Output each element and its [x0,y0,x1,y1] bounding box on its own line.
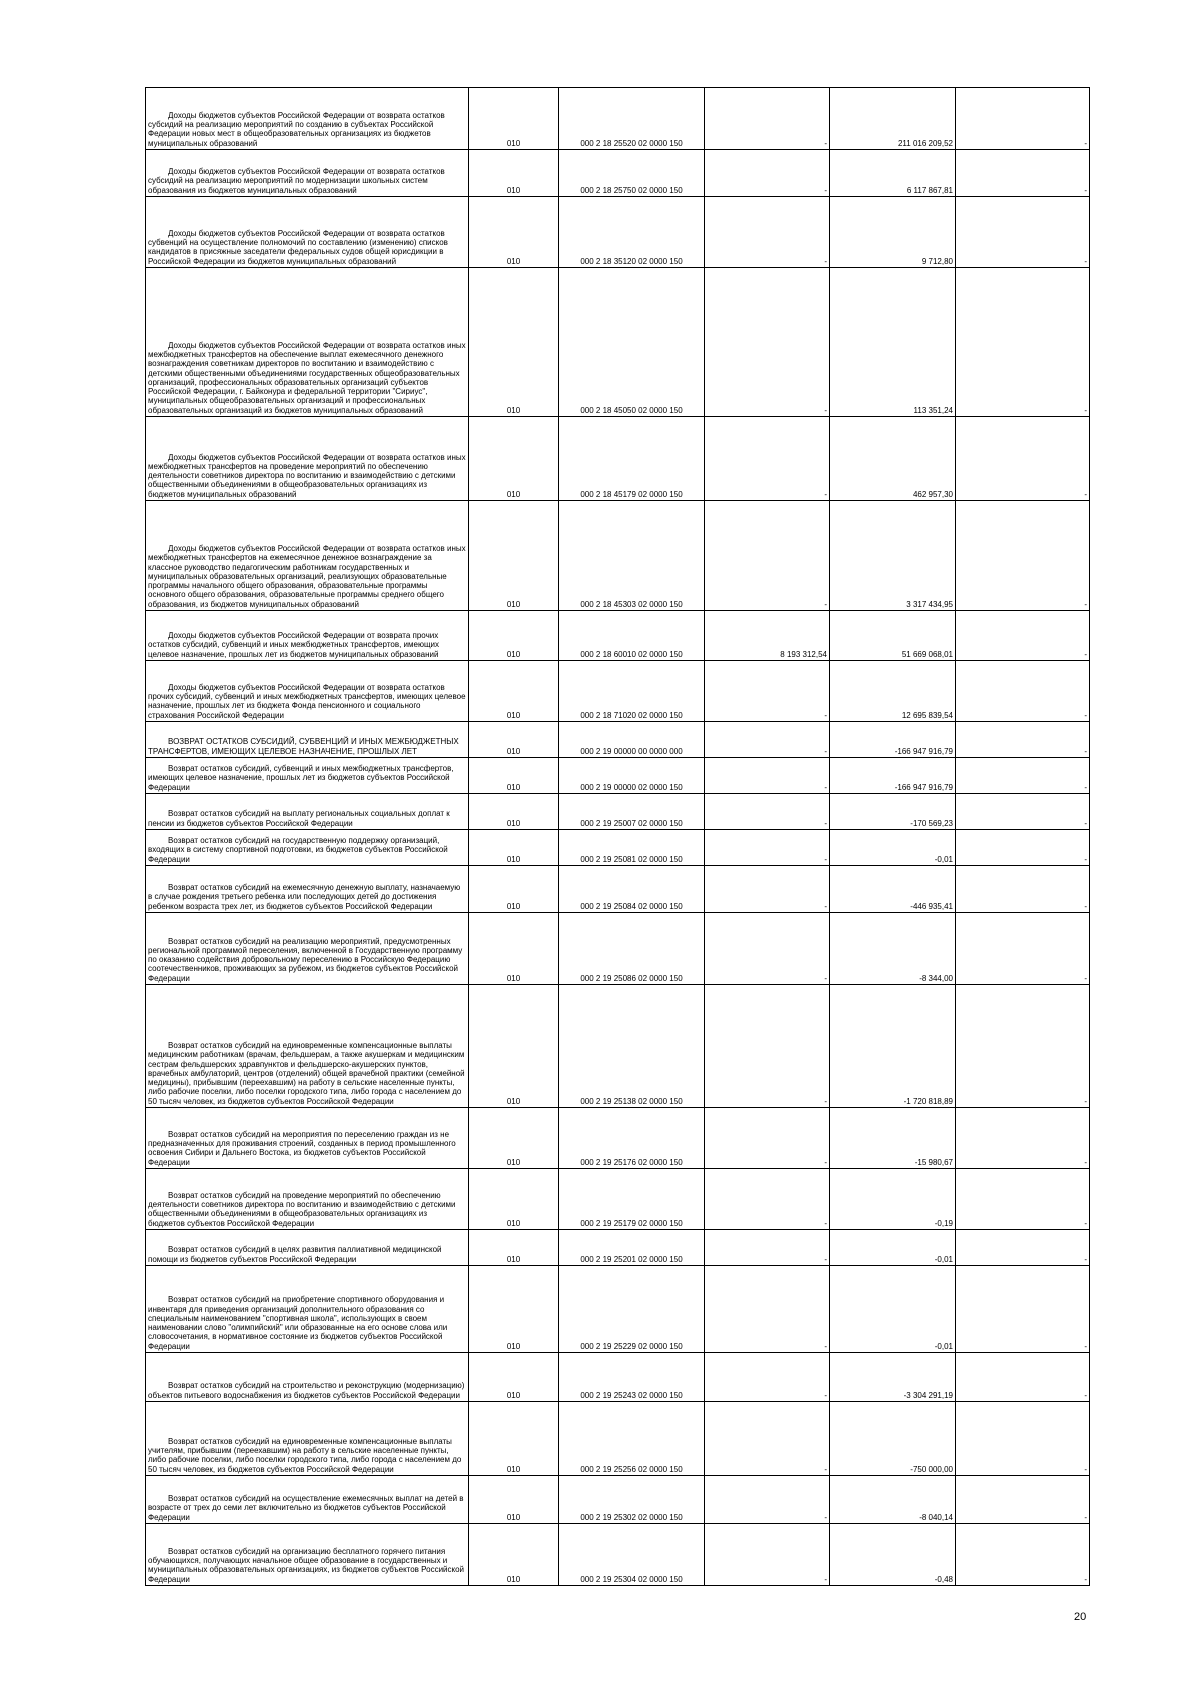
row-value-a: - [705,830,830,866]
row-value-c: - [956,150,1090,197]
row-value-b: 12 695 839,54 [830,661,956,722]
row-name-text: Доходы бюджетов субъектов Российской Федерации от возврата остатков иных межбюджетных трансфертов на ежемесячное денежное вознаграждение за классное руководство педагогическим работникам государственных и муниципальных образовательных организаций, реализующих образовательные программы начального общего образования, образовательные программы основного общего образования, образовательные программы среднего общего образования, из бюджетов муниципальных образований [148,543,466,609]
row-value-b: -0,01 [830,1230,956,1266]
row-name-text: Доходы бюджетов субъектов Российской Федерации от возврата остатков субвенций на осуществление полномочий по составлению (изменению) списков кандидатов в присяжные заседатели федеральных судов общей юрисдикции в Российской Федерации из бюджетов муниципальных образований [148,228,448,266]
row-value-c: - [956,661,1090,722]
row-line-code: 010 [469,501,559,611]
row-budget-code: 000 2 19 00000 00 0000 000 [559,722,705,758]
table-row [146,150,1090,197]
table-row [146,758,1090,794]
row-value-c: - [956,1353,1090,1402]
row-budget-code: 000 2 19 25138 02 0000 150 [559,985,705,1108]
row-value-a: - [705,1108,830,1169]
row-value-b: -8 040,14 [830,1476,956,1524]
row-value-a: - [705,1169,830,1230]
row-value-c: - [956,866,1090,913]
row-value-b: -0,01 [830,830,956,866]
row-line-code: 010 [469,1169,559,1230]
row-budget-code: 000 2 18 71020 02 0000 150 [559,661,705,722]
row-value-a: - [705,268,830,417]
table-row [146,1108,1090,1169]
row-budget-code: 000 2 19 25179 02 0000 150 [559,1169,705,1230]
row-name-text: Возврат остатков субсидий в целях развития паллиативной медицинской помощи из бюджетов субъектов Российской Федерации [148,1245,442,1264]
row-value-c: - [956,197,1090,268]
row-name [146,1353,469,1402]
row-value-a: 8 193 312,54 [705,611,830,661]
row-line-code: 010 [469,758,559,794]
row-budget-code: 000 2 18 45303 02 0000 150 [559,501,705,611]
table-row [146,1402,1090,1476]
row-value-c: - [956,611,1090,661]
row-value-a: - [705,661,830,722]
row-value-c: - [956,1108,1090,1169]
row-name-text: Доходы бюджетов субъектов Российской Федерации от возврата остатков субсидий на реализацию мероприятий по созданию в субъектах Российской Федерации новых мест в общеобразовательных организациях из бюджетов муниципальных образований [148,110,445,148]
row-value-a: - [705,88,830,150]
row-line-code: 010 [469,197,559,268]
row-line-code: 010 [469,611,559,661]
row-name [146,913,469,985]
page-number: 20 [1074,1611,1087,1623]
row-line-code: 010 [469,1108,559,1169]
table-row [146,501,1090,611]
row-value-a: - [705,1476,830,1524]
row-value-c: - [956,417,1090,501]
row-name-text: Возврат остатков субсидий, субвенций и иных межбюджетных трансфертов, имеющих целевое назначение, прошлых лет из бюджетов субъектов Российской Федерации [148,764,454,792]
table-row [146,1230,1090,1266]
row-name-text: Возврат остатков субсидий на ежемесячную денежную выплату, назначаемую в случае рождения третьего ребенка или последующих детей до достижения ребенком возраста трех лет, из бюджетов субъектов Российской Федерации [148,883,461,911]
row-name [146,88,469,150]
row-name [146,611,469,661]
row-budget-code: 000 2 18 25520 02 0000 150 [559,88,705,150]
row-value-a: - [705,866,830,913]
table-row [146,268,1090,417]
row-budget-code: 000 2 18 60010 02 0000 150 [559,611,705,661]
row-value-a: - [705,1230,830,1266]
row-line-code: 010 [469,913,559,985]
row-value-c: - [956,1524,1090,1586]
row-budget-code: 000 2 18 25750 02 0000 150 [559,150,705,197]
row-name [146,1266,469,1353]
row-line-code: 010 [469,268,559,417]
row-line-code: 010 [469,722,559,758]
table-row [146,1524,1090,1586]
row-name-text: Возврат остатков субсидий на единовременные компенсационные выплаты медицинским работникам (врачам, фельдшерам, а также акушеркам и медицинским сестрам фельдшерских здравпунктов и фельдшерско-акушерских пунктов, врачебных амбулаторий, центров (отделений) общей врачебной практики (семейной медицины), прибывшим (переехавшим) на работу в сельские населенные пункты, либо рабочие поселки, либо поселки городского типа, либо города с населением до 50 тысяч человек, из бюджетов субъектов Российской Федерации [148,1040,465,1106]
row-line-code: 010 [469,88,559,150]
row-value-a: - [705,985,830,1108]
row-line-code: 010 [469,866,559,913]
row-budget-code: 000 2 19 25302 02 0000 150 [559,1476,705,1524]
row-value-c: - [956,1402,1090,1476]
table-row [146,794,1090,830]
row-line-code: 010 [469,417,559,501]
row-name [146,758,469,794]
row-line-code: 010 [469,1476,559,1524]
row-value-b: -3 304 291,19 [830,1353,956,1402]
table-row [146,661,1090,722]
table-row [146,722,1090,758]
table-row [146,866,1090,913]
table-row [146,985,1090,1108]
row-name [146,1524,469,1586]
row-budget-code: 000 2 19 25201 02 0000 150 [559,1230,705,1266]
table-row [146,913,1090,985]
row-value-c: - [956,794,1090,830]
table-row [146,1169,1090,1230]
budget-table [145,87,1090,1586]
row-name-text: ВОЗВРАТ ОСТАТКОВ СУБСИДИЙ, СУБВЕНЦИЙ И ИНЫХ МЕЖБЮДЖЕТНЫХ ТРАНСФЕРТОВ, ИМЕЮЩИХ ЦЕЛЕВОЕ НАЗНАЧЕНИЕ, ПРОШЛЫХ ЛЕТ [148,737,459,756]
row-value-b: 462 957,30 [830,417,956,501]
row-name [146,661,469,722]
row-line-code: 010 [469,661,559,722]
table-row [146,417,1090,501]
row-name [146,1402,469,1476]
row-value-c: - [956,1169,1090,1230]
row-name-text: Возврат остатков субсидий на реализацию мероприятий, предусмотренных региональной программой переселения, включенной в Государственную программу по оказанию содействия добровольному переселению в Российскую Федерацию соотечественников, проживающих за рубежом, из бюджетов субъектов Российской Федерации [148,936,463,983]
row-value-c: - [956,913,1090,985]
row-budget-code: 000 2 19 25304 02 0000 150 [559,1524,705,1586]
row-value-a: - [705,1353,830,1402]
row-name [146,150,469,197]
row-line-code: 010 [469,1402,559,1476]
row-value-b: -446 935,41 [830,866,956,913]
row-name [146,268,469,417]
row-value-c: - [956,830,1090,866]
row-name-text: Возврат остатков субсидий на мероприятия по переселению граждан из не предназначенных для проживания строений, созданных в период промышленного освоения Сибири и Дальнего Востока, из бюджетов субъектов Российской Федерации [148,1129,456,1167]
row-value-a: - [705,1402,830,1476]
row-name [146,830,469,866]
table-row [146,830,1090,866]
row-budget-code: 000 2 19 25081 02 0000 150 [559,830,705,866]
row-value-b: -8 344,00 [830,913,956,985]
row-budget-code: 000 2 18 45179 02 0000 150 [559,417,705,501]
row-value-a: - [705,1266,830,1353]
row-value-b: -0,01 [830,1266,956,1353]
row-value-a: - [705,794,830,830]
row-budget-code: 000 2 18 45050 02 0000 150 [559,268,705,417]
row-value-a: - [705,197,830,268]
row-name-text: Возврат остатков субсидий на единовременные компенсационные выплаты учителям, прибывшим (переехавшим) на работу в сельские населенные пункты, либо рабочие поселки, либо поселки городского типа, либо города с населением до 50 тысяч человек, из бюджетов субъектов Российской Федерации [148,1436,462,1474]
row-budget-code: 000 2 19 25176 02 0000 150 [559,1108,705,1169]
row-value-c: - [956,758,1090,794]
row-value-b: -1 720 818,89 [830,985,956,1108]
row-value-a: - [705,417,830,501]
row-budget-code: 000 2 19 25007 02 0000 150 [559,794,705,830]
row-line-code: 010 [469,830,559,866]
row-name-text: Возврат остатков субсидий на организацию бесплатного горячего питания обучающихся, получающих начальное общее образование в государственных и муниципальных образовательных организациях, из бюджетов субъектов Российской Федерации [148,1546,465,1584]
row-name-text: Возврат остатков субсидий на осуществление ежемесячных выплат на детей в возрасте от трех до семи лет включительно из бюджетов субъектов Российской Федерации [148,1494,464,1522]
row-name-text: Возврат остатков субсидий на государственную поддержку организаций, входящих в систему спортивной подготовки, из бюджетов субъектов Российской Федерации [148,836,448,864]
row-name [146,1476,469,1524]
table-row [146,88,1090,150]
row-name-text: Возврат остатков субсидий на выплату региональных социальных доплат к пенсии из бюджетов субъектов Российской Федерации [148,809,450,828]
row-budget-code: 000 2 19 25229 02 0000 150 [559,1266,705,1353]
row-name-text: Доходы бюджетов субъектов Российской Федерации от возврата остатков иных межбюджетных трансфертов на проведение мероприятий по обеспечению деятельности советников директора по воспитанию и взаимодействию с детскими общественными объединениями в общеобразовательных организациях из бюджетов муниципальных образований [148,452,466,499]
row-line-code: 010 [469,1266,559,1353]
row-value-b: -0,48 [830,1524,956,1586]
row-name-text: Возврат остатков субсидий на приобретение спортивного оборудования и инвентаря для приведения организаций дополнительного образования со специальным наименованием "спортивная школа", использующих в своем наименовании слово "олимпийский" или образованные на его основе слова или словосочетания, в нормативное состояние из бюджетов субъектов Российской Федерации [148,1295,448,1351]
table-row [146,1266,1090,1353]
row-name [146,985,469,1108]
row-value-b: -15 980,67 [830,1108,956,1169]
row-value-b: 113 351,24 [830,268,956,417]
row-line-code: 010 [469,985,559,1108]
row-name [146,794,469,830]
table-body [146,88,1090,1586]
row-value-a: - [705,913,830,985]
row-value-a: - [705,150,830,197]
row-value-b: -166 947 916,79 [830,722,956,758]
row-value-b: 211 016 209,52 [830,88,956,150]
row-line-code: 010 [469,1524,559,1586]
row-line-code: 010 [469,150,559,197]
row-name-text: Доходы бюджетов субъектов Российской Федерации от возврата остатков субсидий на реализацию мероприятий по модернизации школьных систем образования из бюджетов муниципальных образований [148,167,445,195]
row-name-text: Доходы бюджетов субъектов Российской Федерации от возврата прочих остатков субсидий, субвенций и иных межбюджетных трансфертов, имеющих целевое назначение, прошлых лет из бюджетов муниципальных образований [148,631,440,659]
row-value-a: - [705,501,830,611]
table-row [146,1353,1090,1402]
row-name [146,1169,469,1230]
row-budget-code: 000 2 18 35120 02 0000 150 [559,197,705,268]
row-name [146,197,469,268]
row-line-code: 010 [469,1230,559,1266]
row-line-code: 010 [469,794,559,830]
row-name-text: Доходы бюджетов субъектов Российской Федерации от возврата остатков иных межбюджетных трансфертов на обеспечение выплат ежемесячного денежного вознаграждения советникам директоров по воспитанию и взаимодействию с детскими общественными объединениями государственных общеобразовательных организаций, профессиональных образовательных организаций субъектов Российской Федерации, г. Байконура и федеральной территории "Сириус", муниципальных общеобразовательных организаций и профессиональных образовательных организаций из бюджетов муниципальных образований [148,340,466,415]
row-name-text: Возврат остатков субсидий на строительство и реконструкцию (модернизацию) объектов питьевого водоснабжения из бюджетов субъектов Российской Федерации [148,1381,465,1400]
row-budget-code: 000 2 19 00000 02 0000 150 [559,758,705,794]
row-value-b: 6 117 867,81 [830,150,956,197]
row-name [146,501,469,611]
row-name-text: Доходы бюджетов субъектов Российской Федерации от возврата остатков прочих субсидий, субвенций и иных межбюджетных трансфертов, имеющих целевое назначение, прошлых лет из бюджета Фонда пенсионного и социального страхования Российской Федерации [148,682,466,720]
row-value-b: -170 569,23 [830,794,956,830]
row-name [146,417,469,501]
row-name [146,722,469,758]
row-name [146,866,469,913]
row-value-c: - [956,1476,1090,1524]
row-value-a: - [705,758,830,794]
row-value-c: - [956,1230,1090,1266]
row-value-c: - [956,268,1090,417]
row-value-a: - [705,1524,830,1586]
row-value-c: - [956,88,1090,150]
row-budget-code: 000 2 19 25084 02 0000 150 [559,866,705,913]
row-name [146,1108,469,1169]
row-budget-code: 000 2 19 25256 02 0000 150 [559,1402,705,1476]
row-value-b: -166 947 916,79 [830,758,956,794]
table-row [146,611,1090,661]
row-value-c: - [956,722,1090,758]
row-value-b: 51 669 068,01 [830,611,956,661]
row-value-c: - [956,985,1090,1108]
row-value-a: - [705,722,830,758]
table-row [146,1476,1090,1524]
table-row [146,197,1090,268]
row-line-code: 010 [469,1353,559,1402]
row-name [146,1230,469,1266]
row-budget-code: 000 2 19 25243 02 0000 150 [559,1353,705,1402]
row-value-b: 3 317 434,95 [830,501,956,611]
row-budget-code: 000 2 19 25086 02 0000 150 [559,913,705,985]
row-name-text: Возврат остатков субсидий на проведение мероприятий по обеспечению деятельности советников директора по воспитанию и взаимодействию с детскими общественными объединениями в общеобразовательных организациях из бюджетов субъектов Российской Федерации [148,1190,456,1228]
row-value-b: 9 712,80 [830,197,956,268]
row-value-b: -750 000,00 [830,1402,956,1476]
row-value-c: - [956,501,1090,611]
row-value-b: -0,19 [830,1169,956,1230]
row-value-c: - [956,1266,1090,1353]
